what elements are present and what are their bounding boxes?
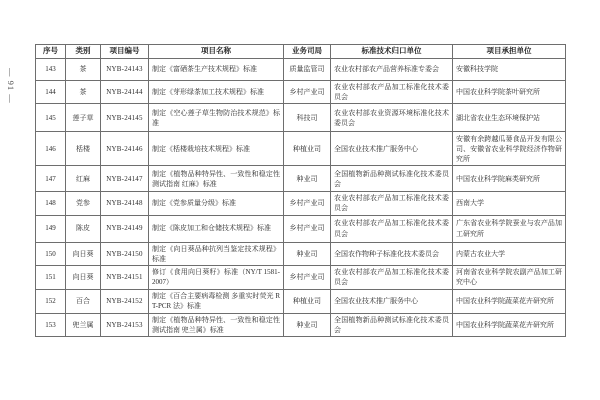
col-header-project-code: 项目编号 (101, 45, 149, 59)
cell-project-name: 制定《芽形绿茶加工技术规程》标准 (149, 81, 284, 104)
cell-undertaker: 河南省农业科学院农副产品加工研究中心 (453, 265, 566, 289)
cell-category: 陈皮 (66, 215, 101, 242)
table-row (36, 81, 566, 104)
cell-bureau: 种植业司 (284, 132, 331, 166)
cell-bureau: 质量监管司 (284, 59, 331, 81)
cell-undertaker: 湖北省农业生态环境保护站 (453, 104, 566, 132)
cell-category: 茶 (66, 59, 101, 81)
cell-project-code: NYB-24149 (101, 215, 149, 242)
cell-project-name: 修订《食用向日葵籽》标准（NY/T 1581-2007） (149, 265, 284, 289)
cell-category: 向日葵 (66, 265, 101, 289)
cell-project-code: NYB-24151 (101, 265, 149, 289)
cell-serial-no: 145 (36, 104, 66, 132)
cell-category: 向日葵 (66, 242, 101, 265)
cell-undertaker: 安徽有余跨越瓜蒌食品开发有限公司、安徽省农业科学院经济作物研究所 (453, 132, 566, 166)
table-row (36, 132, 566, 166)
cell-tc-unit: 全国农业技术推广服务中心 (331, 132, 453, 166)
cell-project-name: 制定《百合主要病毒检测 多重实时荧光 RT-PCR 法》标准 (149, 289, 284, 313)
cell-tc-unit: 全国植物新品种测试标准化技术委员会 (331, 166, 453, 192)
cell-project-code: NYB-24150 (101, 242, 149, 265)
cell-serial-no: 153 (36, 313, 66, 336)
cell-bureau: 种业司 (284, 166, 331, 192)
cell-category: 百合 (66, 289, 101, 313)
cell-tc-unit: 农业农村部农产品加工标准化技术委员会 (331, 192, 453, 215)
cell-project-name: 制定《富硒茶生产技术规程》标准 (149, 59, 284, 81)
cell-undertaker: 中国农业科学院蔬菜花卉研究所 (453, 313, 566, 336)
col-header-undertaker: 项目承担单位 (453, 45, 566, 59)
col-header-tc-unit: 标准技术归口单位 (331, 45, 453, 59)
cell-undertaker: 中国农业科学院蔬菜花卉研究所 (453, 289, 566, 313)
cell-tc-unit: 农业农村部农产品加工标准化技术委员会 (331, 81, 453, 104)
cell-project-name: 制定《栝楼栽培技术规程》标准 (149, 132, 284, 166)
cell-project-code: NYB-24144 (101, 81, 149, 104)
cell-tc-unit: 农业农村部农产品加工标准化技术委员会 (331, 265, 453, 289)
cell-serial-no: 148 (36, 192, 66, 215)
table-row (36, 59, 566, 81)
cell-project-name: 制定《植物品种特异性、一致性和稳定性测试指南 兜兰属》标准 (149, 313, 284, 336)
cell-bureau: 种业司 (284, 242, 331, 265)
cell-category: 红麻 (66, 166, 101, 192)
table-row (36, 104, 566, 132)
table-header-row (36, 45, 566, 59)
cell-bureau: 乡村产业司 (284, 215, 331, 242)
cell-project-code: NYB-24145 (101, 104, 149, 132)
col-header-project-name: 项目名称 (149, 45, 284, 59)
table-row (36, 166, 566, 192)
cell-project-name: 制定《陈皮加工和仓储技术规程》标准 (149, 215, 284, 242)
cell-serial-no: 146 (36, 132, 66, 166)
cell-bureau: 种业司 (284, 313, 331, 336)
cell-serial-no: 143 (36, 59, 66, 81)
cell-undertaker: 中国农业科学院麻类研究所 (453, 166, 566, 192)
cell-category: 莲子草 (66, 104, 101, 132)
cell-bureau: 乡村产业司 (284, 265, 331, 289)
cell-undertaker: 内蒙古农业大学 (453, 242, 566, 265)
cell-project-name: 制定《植物品种特异性、一致性和稳定性测试指南 红麻》标准 (149, 166, 284, 192)
cell-category: 兜兰属 (66, 313, 101, 336)
cell-tc-unit: 农业农村部农产品加工标准化技术委员会 (331, 215, 453, 242)
table-row (36, 313, 566, 336)
cell-bureau: 科技司 (284, 104, 331, 132)
cell-undertaker: 西南大学 (453, 192, 566, 215)
cell-tc-unit: 农业农村部农业资源环境标准化技术委员会 (331, 104, 453, 132)
cell-bureau: 乡村产业司 (284, 192, 331, 215)
cell-serial-no: 152 (36, 289, 66, 313)
table-row (36, 215, 566, 242)
cell-project-code: NYB-24143 (101, 59, 149, 81)
cell-serial-no: 150 (36, 242, 66, 265)
cell-serial-no: 151 (36, 265, 66, 289)
cell-tc-unit: 全国农作物种子标准化技术委员会 (331, 242, 453, 265)
table-row (36, 242, 566, 265)
cell-undertaker: 中国农业科学院茶叶研究所 (453, 81, 566, 104)
cell-project-code: NYB-24152 (101, 289, 149, 313)
cell-serial-no: 149 (36, 215, 66, 242)
cell-serial-no: 144 (36, 81, 66, 104)
cell-project-code: NYB-24146 (101, 132, 149, 166)
cell-undertaker: 广东省农业科学院蚕业与农产品加工研究所 (453, 215, 566, 242)
cell-bureau: 种植业司 (284, 289, 331, 313)
table-body (36, 59, 566, 337)
col-header-category: 类别 (66, 45, 101, 59)
cell-category: 茶 (66, 81, 101, 104)
cell-category: 党参 (66, 192, 101, 215)
cell-tc-unit: 全国农业技术推广服务中心 (331, 289, 453, 313)
table-row (36, 289, 566, 313)
page-number: — 91 — (6, 68, 16, 104)
cell-project-name: 制定《向日葵品种抗列当鉴定技术规程》标准 (149, 242, 284, 265)
cell-undertaker: 安徽科技学院 (453, 59, 566, 81)
cell-bureau: 乡村产业司 (284, 81, 331, 104)
cell-project-code: NYB-24147 (101, 166, 149, 192)
cell-serial-no: 147 (36, 166, 66, 192)
cell-project-name: 制定《党参质量分级》标准 (149, 192, 284, 215)
cell-project-code: NYB-24153 (101, 313, 149, 336)
cell-tc-unit: 农业农村部农产品营养标准专委会 (331, 59, 453, 81)
col-header-bureau: 业务司局 (284, 45, 331, 59)
cell-tc-unit: 全国植物新品种测试标准化技术委员会 (331, 313, 453, 336)
col-header-serial-no: 序号 (36, 45, 66, 59)
cell-project-name: 制定《空心莲子草生物防治技术规范》标准 (149, 104, 284, 132)
table-row (36, 192, 566, 215)
standards-project-table (35, 44, 566, 337)
table-row (36, 265, 566, 289)
cell-category: 栝楼 (66, 132, 101, 166)
cell-project-code: NYB-24148 (101, 192, 149, 215)
